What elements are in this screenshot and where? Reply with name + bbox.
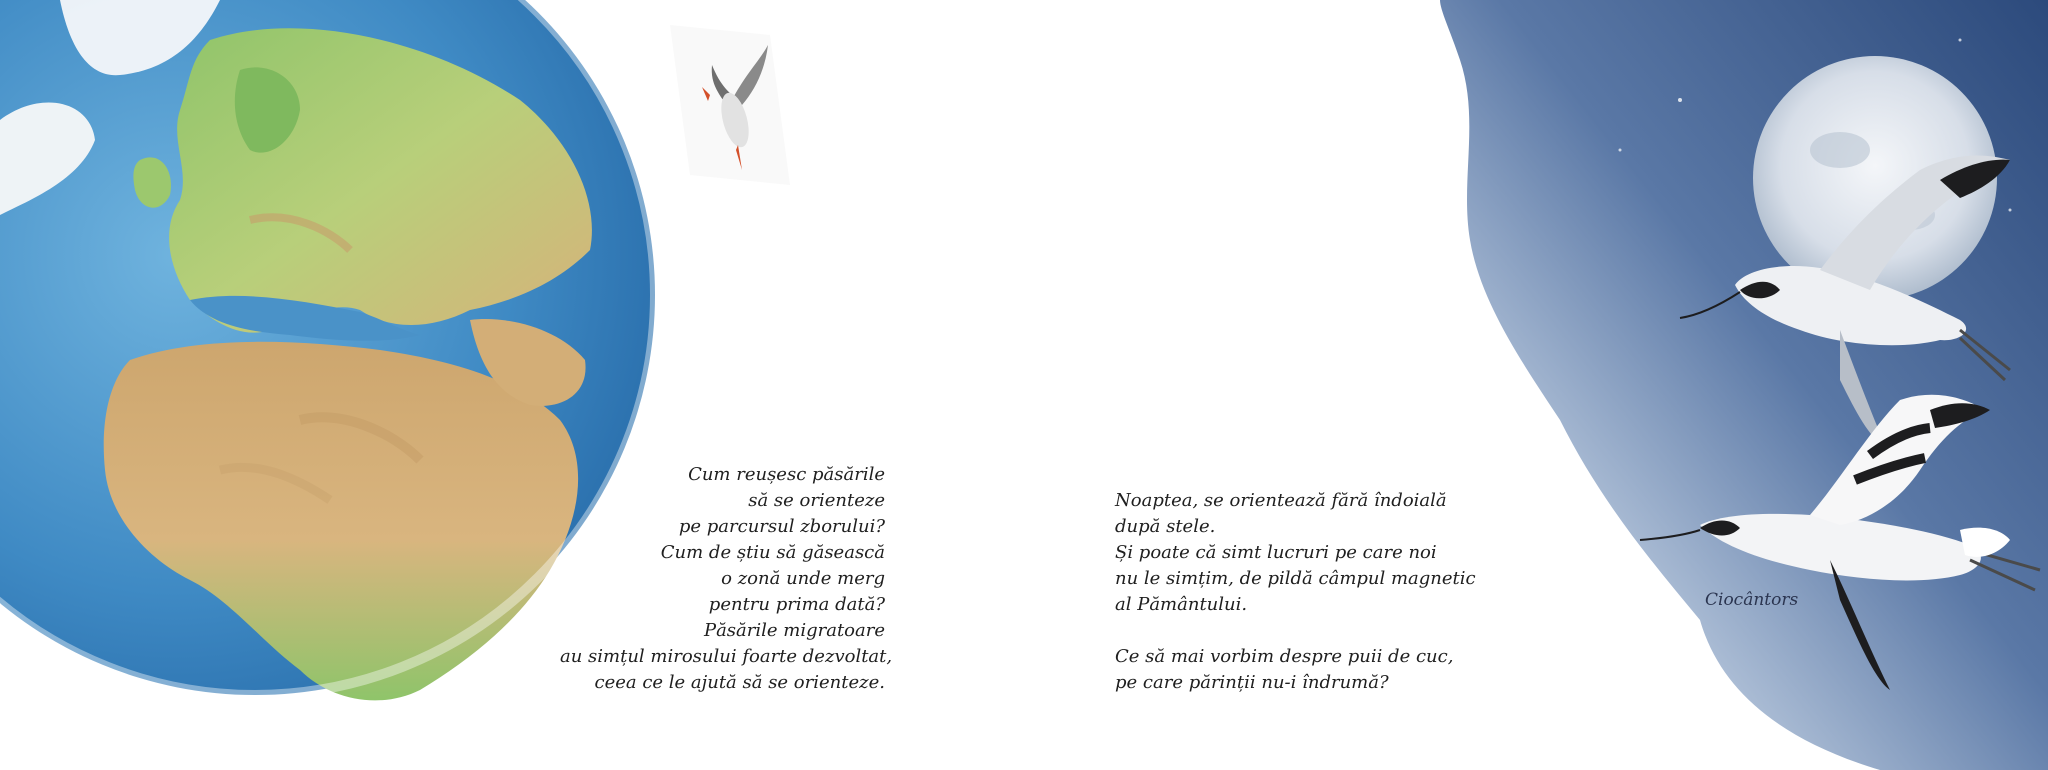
text-line: ceea ce le ajută să se orienteze.: [594, 672, 885, 693]
species-caption: Ciocântors: [1705, 590, 1799, 610]
text-line: Ce să mai vorbim despre puii de cuc,: [1115, 646, 1454, 667]
text-line: Cum reușesc păsările: [688, 464, 885, 485]
text-line: Cum de știu să găsească: [660, 542, 885, 563]
text-line: după stele.: [1115, 516, 1216, 537]
text-line: al Pământului.: [1115, 594, 1248, 615]
text-line: pe care părinții nu-i îndrumă?: [1115, 672, 1389, 693]
text-line: pentru prima dată?: [708, 594, 885, 615]
text-line: au simțul mirosului foarte dezvoltat,: [560, 646, 893, 667]
text-line: Noaptea, se orientează fără îndoială: [1115, 490, 1447, 511]
left-page-text: [560, 462, 893, 696]
text-line: Păsările migratoare: [703, 620, 885, 641]
text-line: pe parcursul zborului?: [678, 516, 885, 537]
avocets-and-moon-image: [1400, 0, 2048, 770]
flying-gull-illustration: [650, 15, 790, 185]
text-line: să se orienteze: [748, 490, 885, 511]
text-line: o zonă unde merg: [721, 568, 885, 589]
night-sky-illustration: [1400, 0, 2048, 770]
text-line: Și poate că simt lucruri pe care noi: [1115, 542, 1437, 563]
text-line: nu le simțim, de pildă câmpul magnetic: [1115, 568, 1476, 589]
